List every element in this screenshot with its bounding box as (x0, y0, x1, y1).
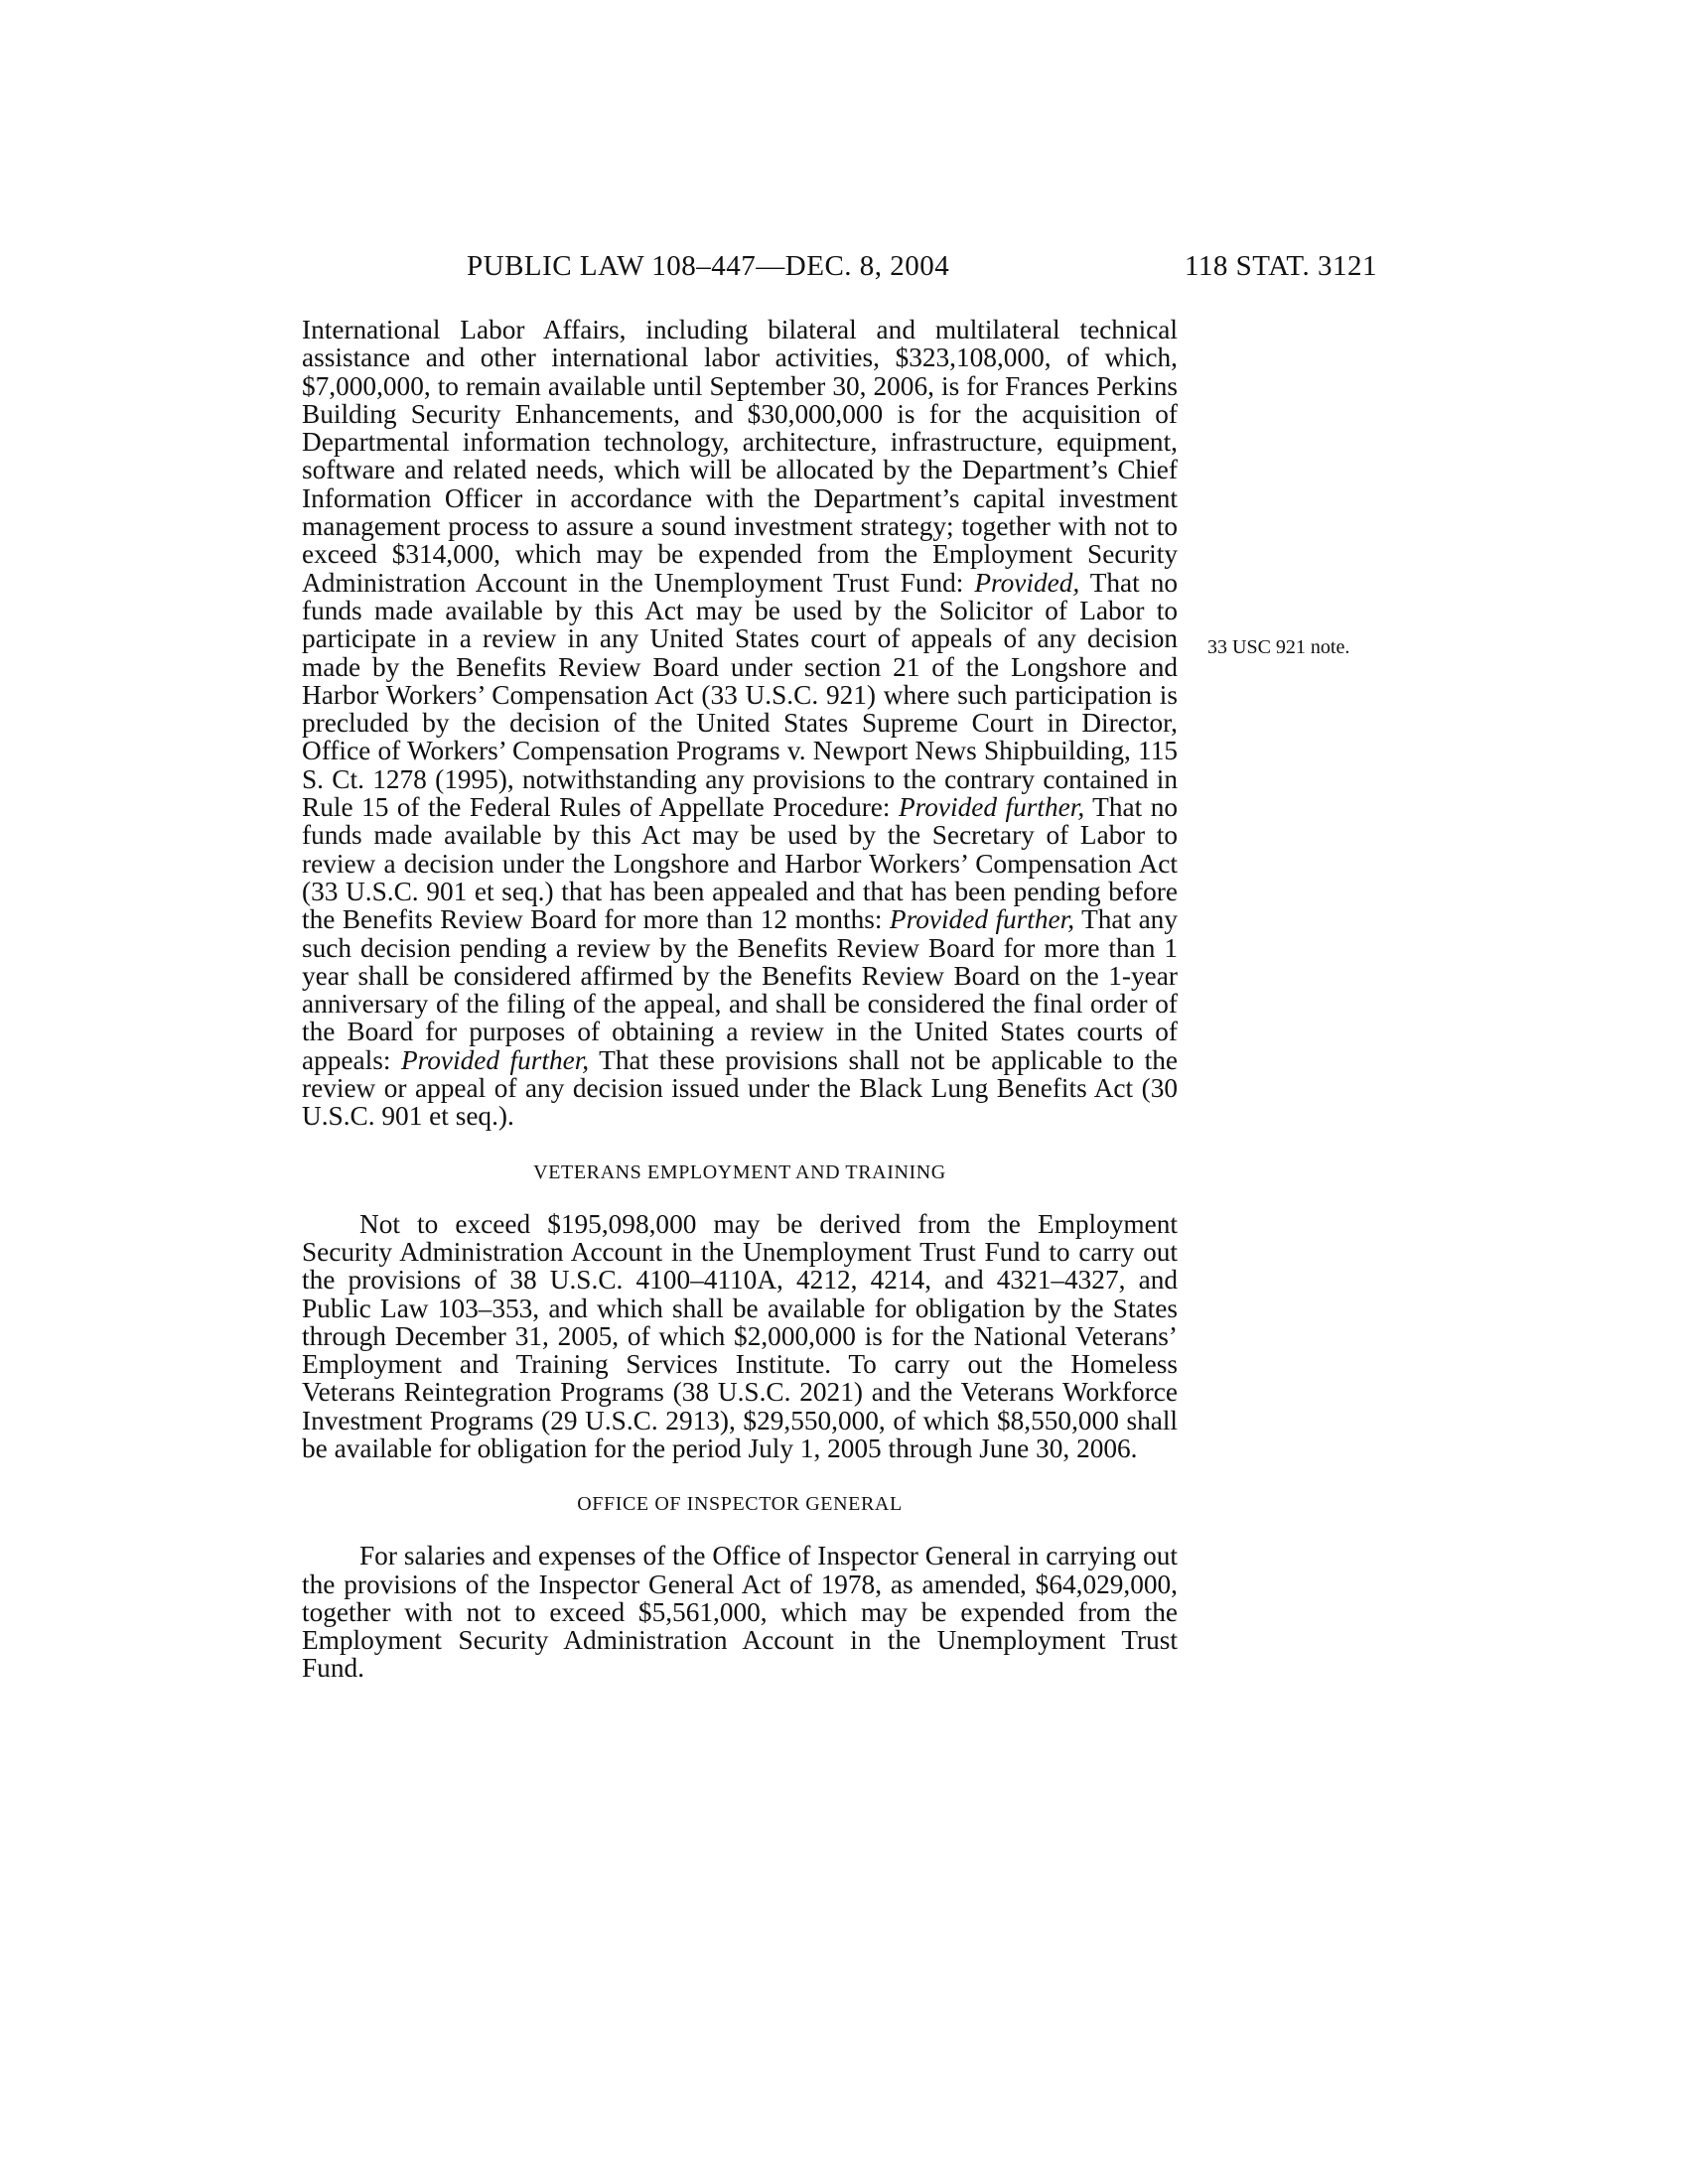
running-header (0, 250, 1688, 290)
inspector-general-section-heading: OFFICE OF INSPECTOR GENERAL (577, 1493, 903, 1516)
body-text-column (302, 316, 1178, 1683)
proviso-italic: Provided, (974, 567, 1080, 598)
paragraph-text: That these provisions shall not be applicable to the review or appeal of any decision issued under the Black Lung Benefits Act (30 U.S.C. 901 et seq.). (302, 1044, 1178, 1132)
proviso-italic: Provided further, (899, 792, 1085, 823)
veterans-paragraph: Not to exceed $195,098,000 may be derived from the Employment Security Administration Account in the Unemployment Trust Fund to carry out the provisions of 38 U.S.C. 4100–4110A, 4212, 4214, and 4321–4327, and Public Law 103–353, and which shall be available for obligation by the States through December 31, 2005, of which $2,000,000 is for the National Veterans’ Employment and Training Services Institute. To carry out the Homeless Veterans Reintegration Programs (38 U.S.C. 2021) and the Veterans Workforce Investment Programs (29 U.S.C. 2913), $29,550,000, of which $8,550,000 shall be available for obligation for the period July 1, 2005 through June 30, 2006. (302, 1208, 1178, 1463)
paragraph-text: That no funds made available by this Act may be used by the Solicitor of Labor to participate in a review in any United States court of appeals of any decision made by the Benefits Review Board under section 21 of the Longshore and Harbor Workers’ Compensation Act (33 U.S.C. 921) where such participation is precluded by the decision of the United States Supreme Court in Director, Office of Workers’ Compensation Programs v. Newport News Shipbuilding, 115 S. Ct. 1278 (1995), notwithstanding any provisions to the contrary contained in Rule 15 of the Federal Rules of Appellate Procedure: (302, 567, 1178, 823)
veterans-section-heading: VETERANS EMPLOYMENT AND TRAINING (533, 1160, 946, 1183)
proviso-italic: Provided further, (400, 1044, 590, 1075)
statute-page-number: 118 STAT. 3121 (1185, 250, 1377, 282)
paragraph-text: That any such decision pending a review by the Benefits Review Board for more than 1 year shall be considered affirmed by the Benefits Review Board on the 1-year anniversary of the filing of the appeal, and shall be considered the final order of the Board for purposes of obtaining a review in the United States courts of appeals: (302, 904, 1178, 1075)
inspector-general-paragraph: For salaries and expenses of the Office of Inspector General in carrying out the provisions of the Inspector General Act of 1978, as amended, $64,029,000, together with not to exceed $5,561,000, which may be expended from the Employment Security Administration Account in the Unemployment Trust Fund. (302, 1541, 1178, 1684)
paragraph-text: That no funds made available by this Act may be used by the Secretary of Labor to review a decision under the Longshore and Harbor Workers’ Compensation Act (33 U.S.C. 901 et seq.) that has been appealed and that has been pending before the Benefits Review Board for more than 12 months: (302, 792, 1178, 935)
international-labor-affairs-paragraph (302, 316, 1178, 1131)
proviso-italic: Provided further, (889, 904, 1075, 935)
law-title: PUBLIC LAW 108–447—DEC. 8, 2004 (467, 250, 950, 282)
paragraph-text: International Labor Affairs, including bilateral and multilateral technical assistance and other international labor activities, $323,108,000, of which, $7,000,000, to remain available until September 30, 2006, is for Frances Perkins Building Security Enhancements, and $30,000,000 is for the acquisition of Departmental information technology, architecture, infrastructure, equipment, software and related needs, which will be allocated by the Department’s Chief Information Officer in accordance with the Department’s capital investment management process to assure a sound investment strategy; together with not to exceed $314,000, which may be expended from the Employment Security Administration Account in the Unemployment Trust Fund: (302, 315, 1178, 598)
margin-citation-note: 33 USC 921 note. (1207, 636, 1350, 658)
